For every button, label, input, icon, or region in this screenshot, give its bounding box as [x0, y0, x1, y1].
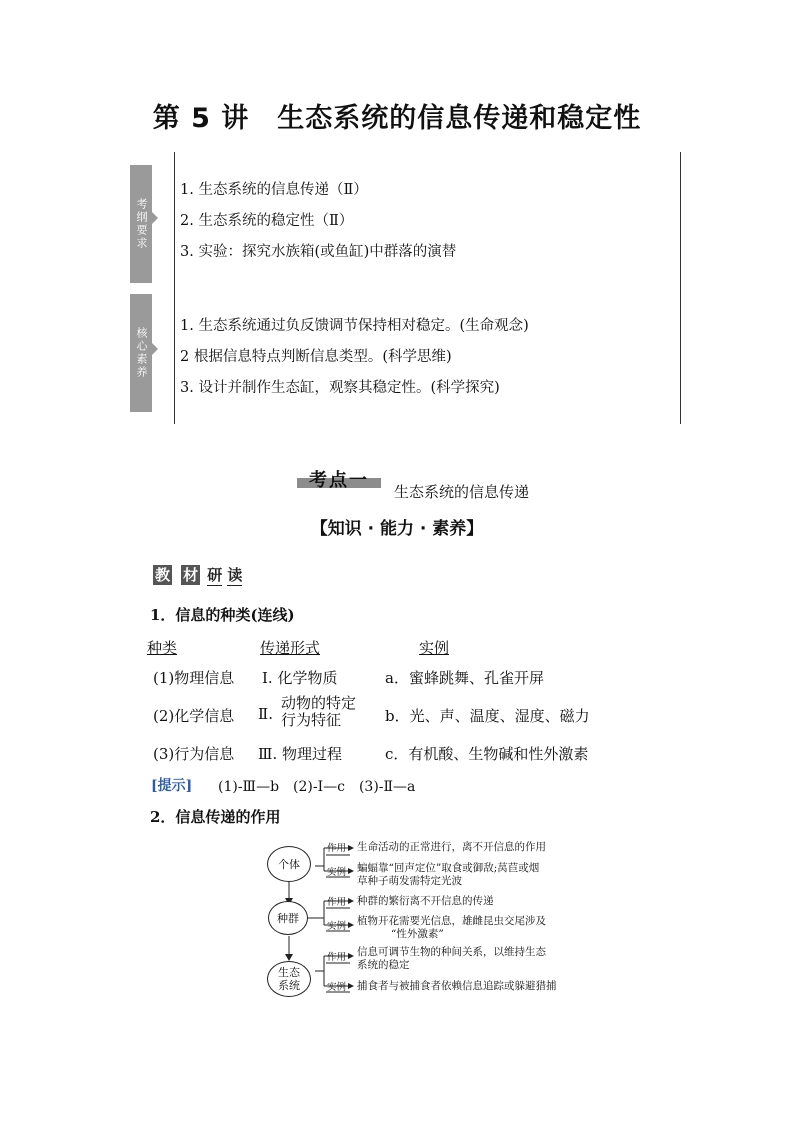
tag-role: 作用: [327, 897, 347, 908]
hint-answer: (1)-Ⅲ—b (2)-Ⅰ—c (3)-Ⅱ—a: [218, 779, 416, 795]
q1-heading: 1．信息的种类(连线): [150, 606, 295, 624]
kind-cell: (3)行为信息: [153, 745, 235, 763]
jiaocai-banner: [153, 564, 242, 586]
form-line: 行为特征: [281, 711, 342, 729]
text-population-example: [357, 915, 546, 941]
requirements-arrow: [152, 212, 158, 224]
text-individual-example: [357, 862, 539, 888]
text-individual-role: 生命活动的正常进行，离不开信息的作用: [357, 841, 546, 853]
example-cell: b．光、声、温度、湿度、磁力: [385, 707, 590, 725]
form-cell: [281, 695, 356, 729]
col-header-example: 实例: [419, 639, 450, 657]
example-cell: c．有机酸、生物碱和性外激素: [385, 745, 589, 763]
core-item: 3. 设计并制作生态缸，观察其稳定性。(科学探究): [180, 380, 500, 396]
jiaocai-char: 材: [183, 566, 199, 584]
text-ecosystem-example: 捕食者与被捕食者依赖信息追踪或躲避猎捕: [357, 980, 557, 992]
knowledge-heading: 【知识 · 能力 · 素养】: [310, 519, 484, 539]
node-population: 种群: [268, 901, 308, 935]
tag-example: 实例: [327, 867, 347, 878]
text-line: 信息可调节生物的种间关系，以维持生态: [357, 946, 546, 958]
requirement-item: 1. 生态系统的信息传递（Ⅱ）: [180, 182, 368, 198]
form-prefix: Ⅱ.: [258, 705, 273, 723]
kind-cell: (1)物理信息: [153, 669, 235, 687]
node-individual: 个体: [267, 846, 311, 882]
text-line: 蝙蝠靠“回声定位”取食或御敌;莴苣或烟: [357, 862, 540, 874]
right-border: [680, 152, 681, 424]
form-line: 动物的特定: [281, 694, 357, 712]
jiaocai-char: 教: [155, 566, 171, 584]
col-header-kind: 种类: [147, 639, 178, 657]
form-cell: Ⅰ. 化学物质: [262, 669, 338, 687]
core-label: 核心素养: [130, 294, 152, 412]
text-ecosystem-role: [357, 946, 546, 972]
requirements-label: 考纲要求: [130, 165, 152, 283]
page-title: 第 5 讲 生态系统的信息传递和稳定性: [152, 103, 642, 134]
form-cell: Ⅲ. 物理过程: [258, 745, 343, 763]
q2-heading: 2．信息传递的作用: [150, 808, 281, 826]
text-line: 植物开花需要光信息，雄雌昆虫交尾涉及: [357, 915, 546, 927]
tag-example: 实例: [327, 982, 347, 993]
hint-label: [提示]: [151, 778, 193, 794]
jiaocai-char: 读: [227, 566, 243, 584]
node-ecosystem-line: 系统: [278, 979, 300, 992]
node-ecosystem: [267, 961, 311, 997]
tag-role: 作用: [327, 952, 347, 963]
node-ecosystem-line: 生态: [278, 966, 300, 979]
requirement-item: 3. 实验：探究水族箱(或鱼缸)中群落的演替: [180, 244, 457, 260]
left-border: [174, 152, 175, 424]
col-header-form: 传递形式: [260, 639, 321, 657]
tag-role: 作用: [327, 843, 347, 854]
text-line: “性外激素”: [391, 928, 444, 940]
kind-cell: (2)化学信息: [153, 707, 235, 725]
tag-example: 实例: [327, 921, 347, 932]
section-subtitle: 生态系统的信息传递: [394, 483, 530, 501]
text-line: 草种子萌发需特定光波: [357, 875, 462, 887]
core-item: 2 根据信息特点判断信息类型。(科学思维): [180, 349, 452, 365]
jiaocai-char: 研: [207, 566, 223, 584]
core-item: 1. 生态系统通过负反馈调节保持相对稳定。(生命观念): [180, 318, 529, 334]
example-cell: a．蜜蜂跳舞、孔雀开屏: [385, 669, 544, 687]
requirement-item: 2. 生态系统的稳定性（Ⅱ）: [180, 213, 354, 229]
text-line: 系统的稳定: [357, 959, 410, 971]
section-badge: 考点一: [309, 470, 369, 491]
text-population-role: 种群的繁衍离不开信息的传递: [357, 895, 494, 907]
core-arrow: [152, 343, 158, 355]
